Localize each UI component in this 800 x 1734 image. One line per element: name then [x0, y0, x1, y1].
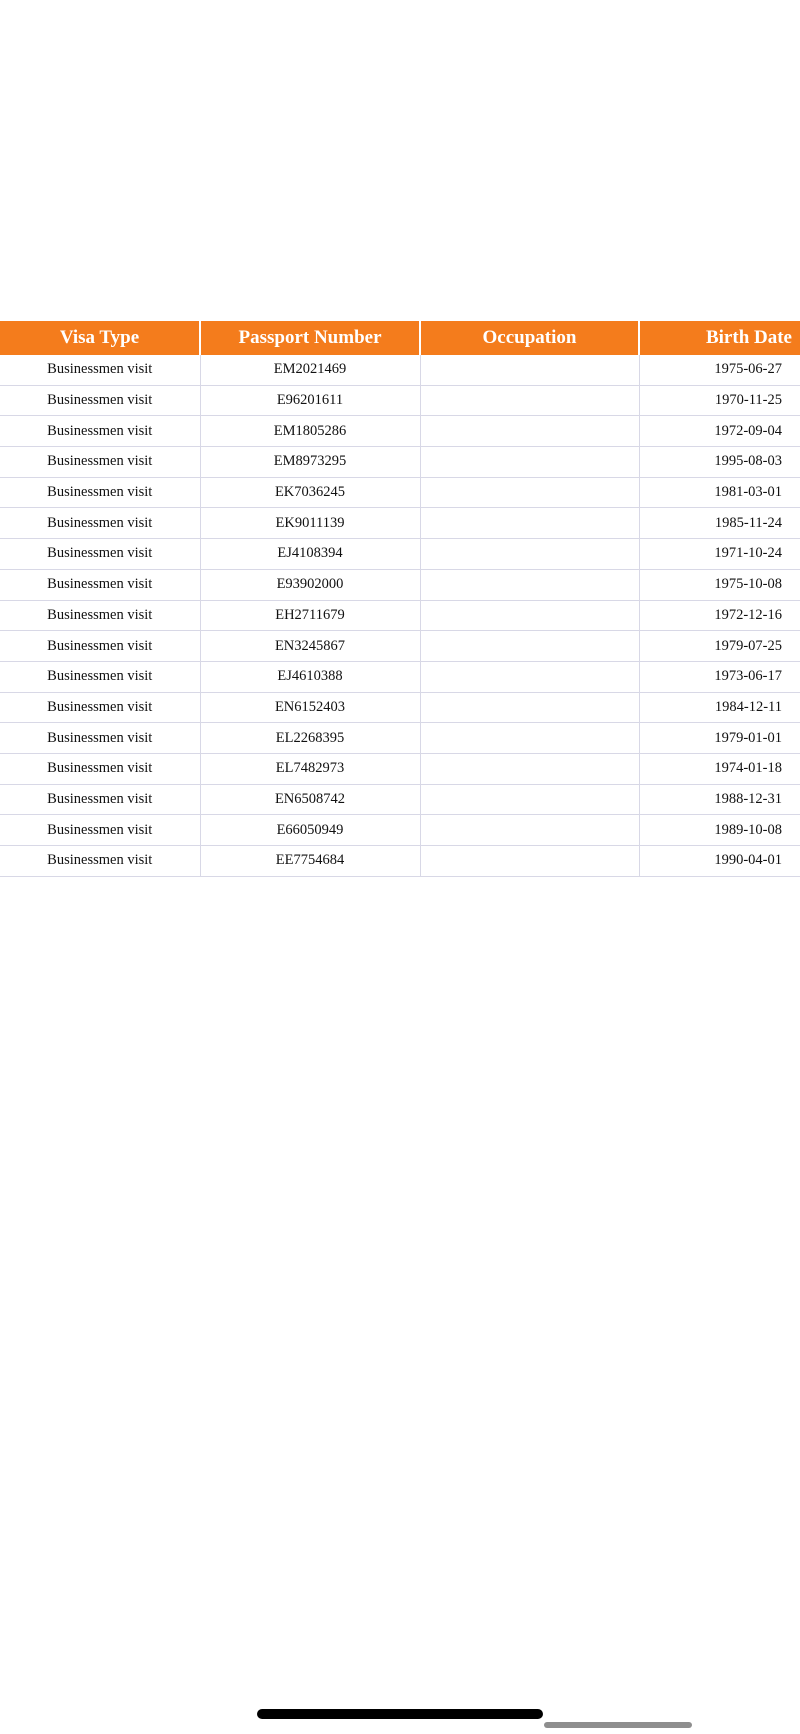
cell-occupation — [420, 784, 639, 815]
table-row[interactable] — [0, 508, 800, 539]
table-row[interactable] — [0, 815, 800, 846]
cell-occupation — [420, 692, 639, 723]
cell-passport-number: EL2268395 — [200, 723, 420, 754]
cell-birth-date: 1985-11-24 — [639, 508, 800, 539]
cell-birth-date: 1989-10-08 — [639, 815, 800, 846]
cell-passport-number: EE7754684 — [200, 846, 420, 877]
cell-birth-date: 1973-06-17 — [639, 661, 800, 692]
table-row[interactable] — [0, 600, 800, 631]
cell-birth-date: 1979-01-01 — [639, 723, 800, 754]
cell-passport-number: E93902000 — [200, 569, 420, 600]
cell-passport-number: EK9011139 — [200, 508, 420, 539]
table-header — [0, 321, 800, 355]
cell-visa-type: Businessmen visit — [0, 631, 200, 662]
cell-visa-type: Businessmen visit — [0, 477, 200, 508]
horizontal-scrollbar[interactable] — [544, 1722, 692, 1728]
cell-passport-number: EJ4108394 — [200, 539, 420, 570]
cell-occupation — [420, 846, 639, 877]
cell-passport-number: EL7482973 — [200, 753, 420, 784]
cell-birth-date: 1971-10-24 — [639, 539, 800, 570]
cell-occupation — [420, 600, 639, 631]
cell-passport-number: EN6508742 — [200, 784, 420, 815]
cell-passport-number: EM8973295 — [200, 447, 420, 478]
cell-visa-type: Businessmen visit — [0, 753, 200, 784]
cell-birth-date: 1995-08-03 — [639, 447, 800, 478]
table-row[interactable] — [0, 355, 800, 385]
column-header-birth-date[interactable]: Birth Date — [639, 321, 800, 355]
table-row[interactable] — [0, 416, 800, 447]
cell-visa-type: Businessmen visit — [0, 508, 200, 539]
cell-passport-number: EJ4610388 — [200, 661, 420, 692]
cell-passport-number: E66050949 — [200, 815, 420, 846]
table-row[interactable] — [0, 723, 800, 754]
header-row — [0, 321, 800, 355]
cell-birth-date: 1990-04-01 — [639, 846, 800, 877]
table-row[interactable] — [0, 385, 800, 416]
cell-visa-type: Businessmen visit — [0, 416, 200, 447]
cell-passport-number: EM2021469 — [200, 355, 420, 385]
cell-visa-type: Businessmen visit — [0, 447, 200, 478]
table-row[interactable] — [0, 569, 800, 600]
cell-birth-date: 1970-11-25 — [639, 385, 800, 416]
cell-occupation — [420, 477, 639, 508]
table-row[interactable] — [0, 846, 800, 877]
cell-occupation — [420, 753, 639, 784]
cell-birth-date: 1972-09-04 — [639, 416, 800, 447]
cell-passport-number: EK7036245 — [200, 477, 420, 508]
cell-visa-type: Businessmen visit — [0, 385, 200, 416]
cell-visa-type: Businessmen visit — [0, 784, 200, 815]
table-row[interactable] — [0, 661, 800, 692]
column-header-visa-type[interactable]: Visa Type — [0, 321, 200, 355]
cell-passport-number: E96201611 — [200, 385, 420, 416]
cell-occupation — [420, 815, 639, 846]
cell-passport-number: EH2711679 — [200, 600, 420, 631]
table-row[interactable] — [0, 447, 800, 478]
home-indicator[interactable] — [257, 1709, 543, 1719]
table-body — [0, 355, 800, 876]
visa-records-table — [0, 321, 800, 877]
cell-birth-date: 1974-01-18 — [639, 753, 800, 784]
cell-birth-date: 1981-03-01 — [639, 477, 800, 508]
cell-passport-number: EN6152403 — [200, 692, 420, 723]
cell-birth-date: 1975-10-08 — [639, 569, 800, 600]
cell-passport-number: EN3245867 — [200, 631, 420, 662]
cell-occupation — [420, 539, 639, 570]
cell-birth-date: 1975-06-27 — [639, 355, 800, 385]
cell-visa-type: Businessmen visit — [0, 692, 200, 723]
cell-occupation — [420, 416, 639, 447]
cell-occupation — [420, 569, 639, 600]
cell-visa-type: Businessmen visit — [0, 723, 200, 754]
cell-occupation — [420, 508, 639, 539]
table-row[interactable] — [0, 477, 800, 508]
cell-occupation — [420, 631, 639, 662]
cell-visa-type: Businessmen visit — [0, 815, 200, 846]
table-row[interactable] — [0, 539, 800, 570]
column-header-passport-number[interactable]: Passport Number — [200, 321, 420, 355]
data-table-container[interactable] — [0, 321, 800, 877]
cell-visa-type: Businessmen visit — [0, 355, 200, 385]
cell-visa-type: Businessmen visit — [0, 846, 200, 877]
cell-birth-date: 1988-12-31 — [639, 784, 800, 815]
table-row[interactable] — [0, 784, 800, 815]
cell-birth-date: 1972-12-16 — [639, 600, 800, 631]
cell-visa-type: Businessmen visit — [0, 569, 200, 600]
column-header-occupation[interactable]: Occupation — [420, 321, 639, 355]
cell-birth-date: 1979-07-25 — [639, 631, 800, 662]
cell-visa-type: Businessmen visit — [0, 600, 200, 631]
cell-occupation — [420, 355, 639, 385]
table-row[interactable] — [0, 631, 800, 662]
cell-occupation — [420, 661, 639, 692]
table-row[interactable] — [0, 753, 800, 784]
cell-visa-type: Businessmen visit — [0, 539, 200, 570]
cell-birth-date: 1984-12-11 — [639, 692, 800, 723]
table-row[interactable] — [0, 692, 800, 723]
cell-occupation — [420, 385, 639, 416]
cell-occupation — [420, 723, 639, 754]
cell-visa-type: Businessmen visit — [0, 661, 200, 692]
cell-occupation — [420, 447, 639, 478]
cell-passport-number: EM1805286 — [200, 416, 420, 447]
